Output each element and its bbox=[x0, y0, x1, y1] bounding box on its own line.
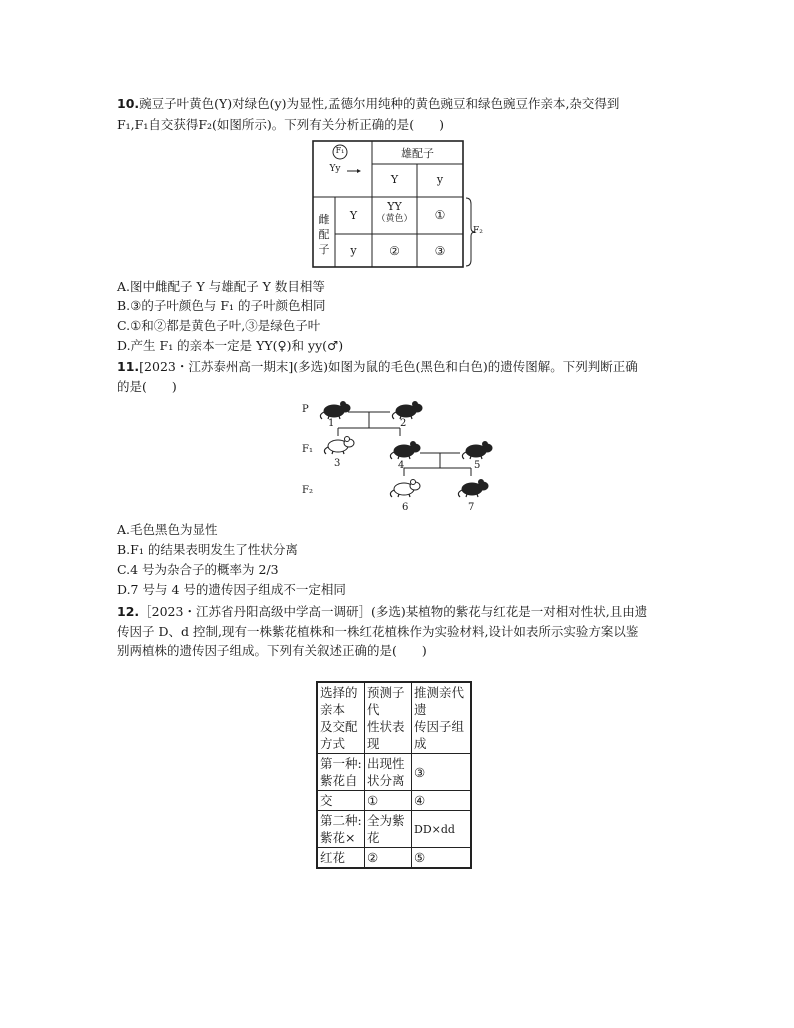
q10-col-y: y bbox=[436, 173, 444, 186]
q12-r2c3: ④ bbox=[412, 791, 472, 811]
q12-r3c1 bbox=[317, 811, 365, 848]
q12-h2-line-4: 现 bbox=[367, 736, 380, 751]
q10-male-gamete-header: 雄配子 bbox=[401, 147, 434, 160]
q12-r1c2 bbox=[365, 754, 412, 791]
q10-cell-2: ② bbox=[389, 244, 400, 258]
q11-gen-label-f1: F₁ bbox=[302, 444, 313, 455]
q12-r2c2: ① bbox=[365, 791, 412, 811]
mouse-number-4: 4 bbox=[398, 460, 405, 471]
q11-option-c: C.4 号为杂合子的概率为 2/3 bbox=[117, 562, 279, 577]
q11-pedigree-lines bbox=[298, 398, 498, 518]
q12-r3c3: DD×dd bbox=[412, 811, 472, 848]
q12-table-row-3 bbox=[317, 811, 471, 848]
q12-table-row-4 bbox=[317, 848, 471, 869]
mouse-number-7: 7 bbox=[468, 502, 475, 513]
mouse-4-black-icon bbox=[390, 442, 420, 460]
mouse-6-white-icon bbox=[390, 480, 420, 498]
q12-r1c3: ③ bbox=[412, 754, 472, 791]
q10-stem-2: F₁,F₁自交获得F₂(如图所示)。下列有关分析正确的是( ) bbox=[117, 117, 445, 132]
q12-h1-line-1: 选择的 bbox=[320, 685, 358, 700]
q12-r1c1 bbox=[317, 754, 365, 791]
q10-female-gamete-header bbox=[313, 212, 335, 257]
mouse-number-1: 1 bbox=[328, 418, 335, 429]
q10-corner-yy: Yy bbox=[329, 164, 341, 174]
q12-r2c1: 交 bbox=[317, 791, 365, 811]
q12-r1c1-line-1: 第一种: bbox=[320, 756, 362, 771]
q12-r1c2-line-2: 状分离 bbox=[367, 773, 405, 788]
q12-table-row-1 bbox=[317, 754, 471, 791]
q10-row-Y: Y bbox=[349, 209, 358, 222]
q12-r4c1: 红花 bbox=[317, 848, 365, 869]
mouse-5-black-icon bbox=[462, 442, 492, 460]
q10-cell-YY-genotype: YY bbox=[387, 200, 402, 213]
q12-table-row-2 bbox=[317, 791, 471, 811]
q11-gen-label-f2: F₂ bbox=[302, 485, 313, 496]
q10-punnett-table bbox=[313, 140, 483, 268]
q12-header-parents bbox=[317, 682, 365, 754]
mouse-2-black-icon bbox=[392, 402, 422, 420]
q12-r1c1-line-2: 紫花自 bbox=[320, 773, 358, 788]
q11-gen-label-p: P bbox=[302, 404, 309, 415]
q10-row-y: y bbox=[350, 244, 357, 257]
q10-option-c: C.①和②都是黄色子叶,③是绿色子叶 bbox=[117, 318, 321, 333]
q10-number: 10. bbox=[117, 96, 140, 111]
mouse-number-3: 3 bbox=[334, 458, 341, 469]
q10-f2-brace-label: F₂ bbox=[473, 226, 483, 236]
q10-female-char-1: 雌 bbox=[318, 213, 330, 226]
mouse-number-2: 2 bbox=[400, 418, 407, 429]
q12-header-offspring bbox=[365, 682, 412, 754]
q11-stem-2: 的是( ) bbox=[117, 379, 177, 394]
q10-option-b: B.③的子叶颜色与 F₁ 的子叶颜色相同 bbox=[117, 298, 326, 313]
q12-h1-line-4: 方式 bbox=[320, 736, 346, 751]
q12-h1-line-3: 及交配 bbox=[320, 719, 358, 734]
q10-female-char-2: 配 bbox=[318, 228, 330, 241]
q12-table-header-row bbox=[317, 682, 471, 754]
q12-r4c3: ⑤ bbox=[412, 848, 472, 869]
q10-female-char-3: 子 bbox=[318, 243, 330, 256]
q12-r3c2-line-1: 全为紫 bbox=[367, 813, 405, 828]
q11-pedigree-figure bbox=[298, 398, 498, 518]
q12-h3-line-3: 传因子组 bbox=[414, 719, 465, 734]
q12-header-genotype bbox=[412, 682, 472, 754]
q12-h3-line-4: 成 bbox=[414, 736, 427, 751]
q11-option-d: D.7 号与 4 号的遗传因子组成不一定相同 bbox=[117, 582, 346, 597]
q12-stem-1: ［2023・江苏省丹阳高级中学高一调研］(多选)某植物的紫花与红花是一对相对性状,且由遗 bbox=[139, 604, 648, 619]
q12-r3c2 bbox=[365, 811, 412, 848]
q12-r4c2: ② bbox=[365, 848, 412, 869]
q12-number: 12. bbox=[117, 604, 140, 619]
q12-experiment-table bbox=[316, 681, 472, 869]
q10-line-1 bbox=[117, 96, 619, 112]
q11-stem-1: [2023・江苏泰州高一期末](多选)如图为鼠的毛色(黑色和白色)的遗传图解。下列判断正确 bbox=[139, 359, 638, 374]
q10-stem-1: 豌豆子叶黄色(Y)对绿色(y)为显性,孟德尔用纯种的黄色豌豆和绿色豌豆作亲本,杂交得到 bbox=[139, 96, 620, 111]
q10-corner-f1: F₁ bbox=[335, 146, 345, 155]
mouse-number-5: 5 bbox=[474, 460, 481, 471]
mouse-7-black-icon bbox=[458, 480, 488, 498]
q12-r1c2-line-1: 出现性 bbox=[367, 756, 405, 771]
mouse-3-white-icon bbox=[324, 437, 354, 455]
q11-line-1 bbox=[117, 359, 638, 375]
q10-cell-3: ③ bbox=[434, 244, 446, 258]
q11-number: 11. bbox=[117, 359, 140, 374]
q12-h1-line-2: 亲本 bbox=[320, 702, 346, 717]
q12-h3-line-2: 遗 bbox=[414, 702, 427, 717]
q12-r3c2-line-2: 花 bbox=[367, 830, 380, 845]
q10-col-Y: Y bbox=[390, 173, 399, 186]
q12-h2-line-2: 代 bbox=[367, 702, 380, 717]
q12-h3-line-1: 推测亲代 bbox=[414, 685, 465, 700]
q10-option-a: A.图中雌配子 Y 与雄配子 Y 数目相等 bbox=[117, 279, 325, 294]
q11-option-a: A.毛色黑色为显性 bbox=[117, 522, 218, 537]
q12-r3c1-line-2: 紫花× bbox=[320, 830, 356, 845]
q10-cell-1: ① bbox=[434, 208, 446, 222]
mouse-number-6: 6 bbox=[402, 502, 409, 513]
q12-h2-line-3: 性状表 bbox=[367, 719, 405, 734]
q10-cell-YY bbox=[372, 201, 417, 225]
q12-r3c1-line-1: 第二种: bbox=[320, 813, 362, 828]
q11-option-b: B.F₁ 的结果表明发生了性状分离 bbox=[117, 542, 298, 557]
q12-line-1 bbox=[117, 604, 647, 620]
q12-stem-2: 传因子 D、d 控制,现有一株紫花植株和一株红花植株作为实验材料,设计如表所示实验方案以鉴 bbox=[117, 624, 639, 639]
q12-stem-3: 别两植株的遗传因子组成。下列有关叙述正确的是( ) bbox=[117, 643, 427, 658]
q10-cell-YY-note: （黄色） bbox=[376, 214, 413, 224]
mouse-1-black-icon bbox=[320, 402, 350, 420]
q10-option-d: D.产生 F₁ 的亲本一定是 YY(♀)和 yy(♂) bbox=[117, 338, 344, 353]
q12-h2-line-1: 预测子 bbox=[367, 685, 405, 700]
